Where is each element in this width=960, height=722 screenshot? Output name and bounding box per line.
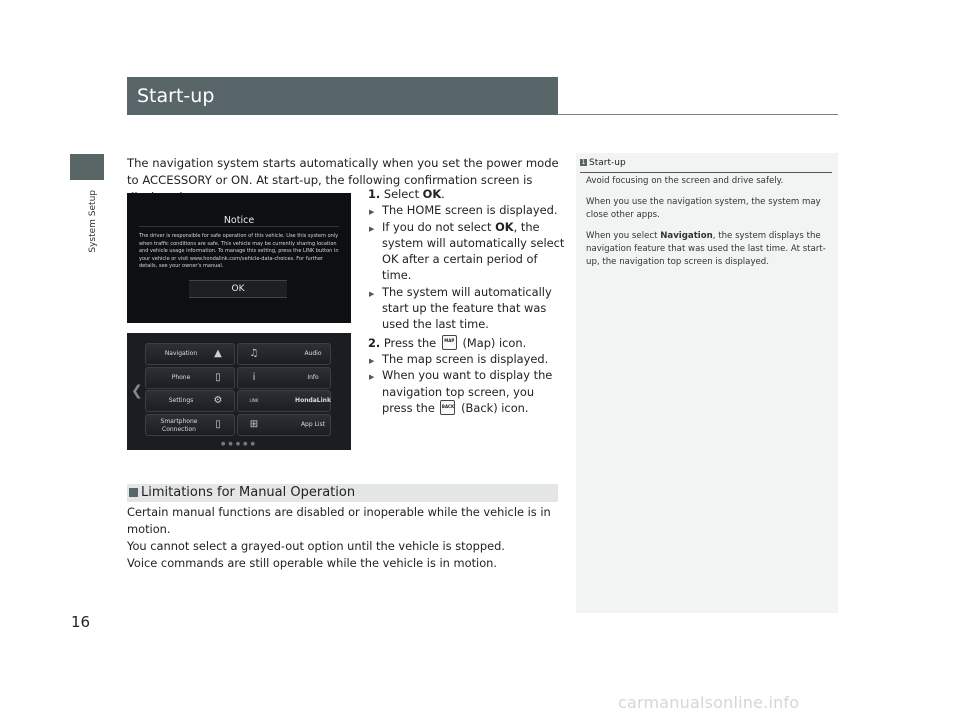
page-dots: ●●●●●	[221, 441, 258, 447]
page-number: 16	[71, 613, 91, 631]
step-key: OK	[495, 219, 514, 234]
step-text: When you want to display the navigation top screen, you press the	[382, 368, 553, 415]
side-note-title: Start-up	[589, 158, 626, 168]
back-icon: BACK	[440, 400, 455, 415]
side-note-text: , the system displays the navigation feature that was used the last time. At start-up, the navigation top screen is displayed.	[586, 231, 826, 267]
home-button-label: Navigation	[164, 350, 198, 357]
home-button-label: Smartphone Connection	[160, 418, 198, 433]
steps	[368, 186, 568, 416]
chevron-left-icon: ❮	[131, 383, 143, 399]
side-note-paragraph: Avoid focusing on the screen and drive safely.	[586, 176, 784, 186]
step-text: If you do not select	[382, 219, 496, 234]
app-grid-icon: ⊞	[249, 419, 259, 430]
step-2-result-b	[368, 367, 568, 416]
limitations-line: Certain manual functions are disabled or inoperable while the vehicle is in motion.	[127, 505, 551, 536]
step-text: Select	[383, 187, 423, 201]
section-heading-bar	[127, 484, 558, 502]
step-1-result-c: ▶ The system will automatically start up the feature that was used the last time.	[368, 284, 568, 333]
home-button-applist	[237, 414, 331, 436]
phone-icon: ▯	[215, 372, 221, 383]
side-note-paragraph	[586, 230, 830, 269]
notice-ok-button: OK	[189, 280, 287, 298]
notice-divider	[139, 226, 339, 227]
notice-title: Notice	[223, 215, 255, 226]
step-text: .	[441, 187, 445, 201]
music-note-icon: ♫	[249, 348, 259, 359]
page-title: Start-up	[137, 85, 215, 107]
gear-icon: ⚙	[213, 395, 223, 406]
home-button-label: HondaLink	[295, 397, 331, 404]
home-button-hondalink	[237, 390, 331, 412]
side-note-paragraph: When you use the navigation system, the system may close other apps.	[586, 197, 821, 220]
home-button-phone	[145, 367, 235, 389]
home-button-settings	[145, 390, 235, 412]
intro-paragraph: The navigation system starts automatically when you set the power mode to ACCESSORY or ON. At start-up, the following confirmation screen is	[127, 156, 559, 187]
watermark: carmanualsonline.info	[618, 693, 800, 712]
home-button-label: Phone	[171, 374, 191, 381]
note-number: 1	[581, 159, 586, 166]
home-button-label: Audio	[304, 350, 322, 357]
step-number: 2.	[368, 335, 381, 350]
step-text: , the system will automatically select OK after a certain period of time.	[382, 219, 565, 283]
side-note-panel	[576, 153, 838, 613]
step-key: OK	[422, 187, 442, 201]
home-button-label: Settings	[168, 397, 194, 404]
home-button-navigation	[145, 343, 235, 365]
notice-text: The driver is responsible for safe operation of this vehicle. Use this system only when traffic conditions are safe. This vehicle may be currently sharing location and vehicle usage information. To manage this setting, press the LINK button in your vehicle or visit www.hondalink.com/vehicle-data-choices. For further details, see your owner's manual.	[139, 233, 339, 270]
side-note-heading	[580, 158, 832, 173]
chapter-tab	[70, 154, 104, 180]
notice-screen-image	[127, 193, 351, 323]
side-note-text: When you select	[586, 231, 661, 241]
step-1-result-b	[368, 219, 568, 284]
limitations-line: Voice commands are still operable while the vehicle is in motion.	[127, 556, 498, 570]
map-icon: MAP	[442, 335, 457, 350]
step-1	[368, 186, 568, 202]
step-2-result-a: ▶ The map screen is displayed.	[368, 351, 568, 367]
section-marker	[129, 488, 138, 497]
step-text: (Back) icon.	[461, 400, 529, 415]
chapter-label: System Setup	[88, 190, 98, 253]
home-button-label: App List	[300, 421, 326, 428]
compass-icon: ▲	[214, 348, 222, 359]
step-2	[368, 335, 568, 351]
link-badge-icon: LINK	[249, 398, 259, 403]
home-button-smartphone	[145, 414, 235, 436]
home-button-audio	[237, 343, 331, 365]
home-button-label: Info	[307, 374, 319, 381]
side-note-key: Navigation	[660, 231, 713, 241]
info-icon: i	[252, 372, 256, 383]
title-rule	[558, 114, 838, 115]
step-text: (Map) icon.	[462, 335, 527, 350]
step-number: 1.	[368, 187, 381, 201]
smartphone-icon: ▯	[215, 419, 221, 430]
side-note-body	[586, 175, 830, 277]
step-text: Press the	[383, 335, 437, 350]
step-1-result-a: ▶ The HOME screen is displayed.	[368, 202, 568, 218]
section-heading: Limitations for Manual Operation	[141, 485, 356, 500]
home-screen-image	[127, 333, 351, 450]
home-button-info	[237, 367, 331, 389]
limitations-line: You cannot select a grayed-out option until the vehicle is stopped.	[127, 539, 505, 553]
title-bar	[127, 77, 558, 115]
limitations-text	[127, 504, 567, 572]
